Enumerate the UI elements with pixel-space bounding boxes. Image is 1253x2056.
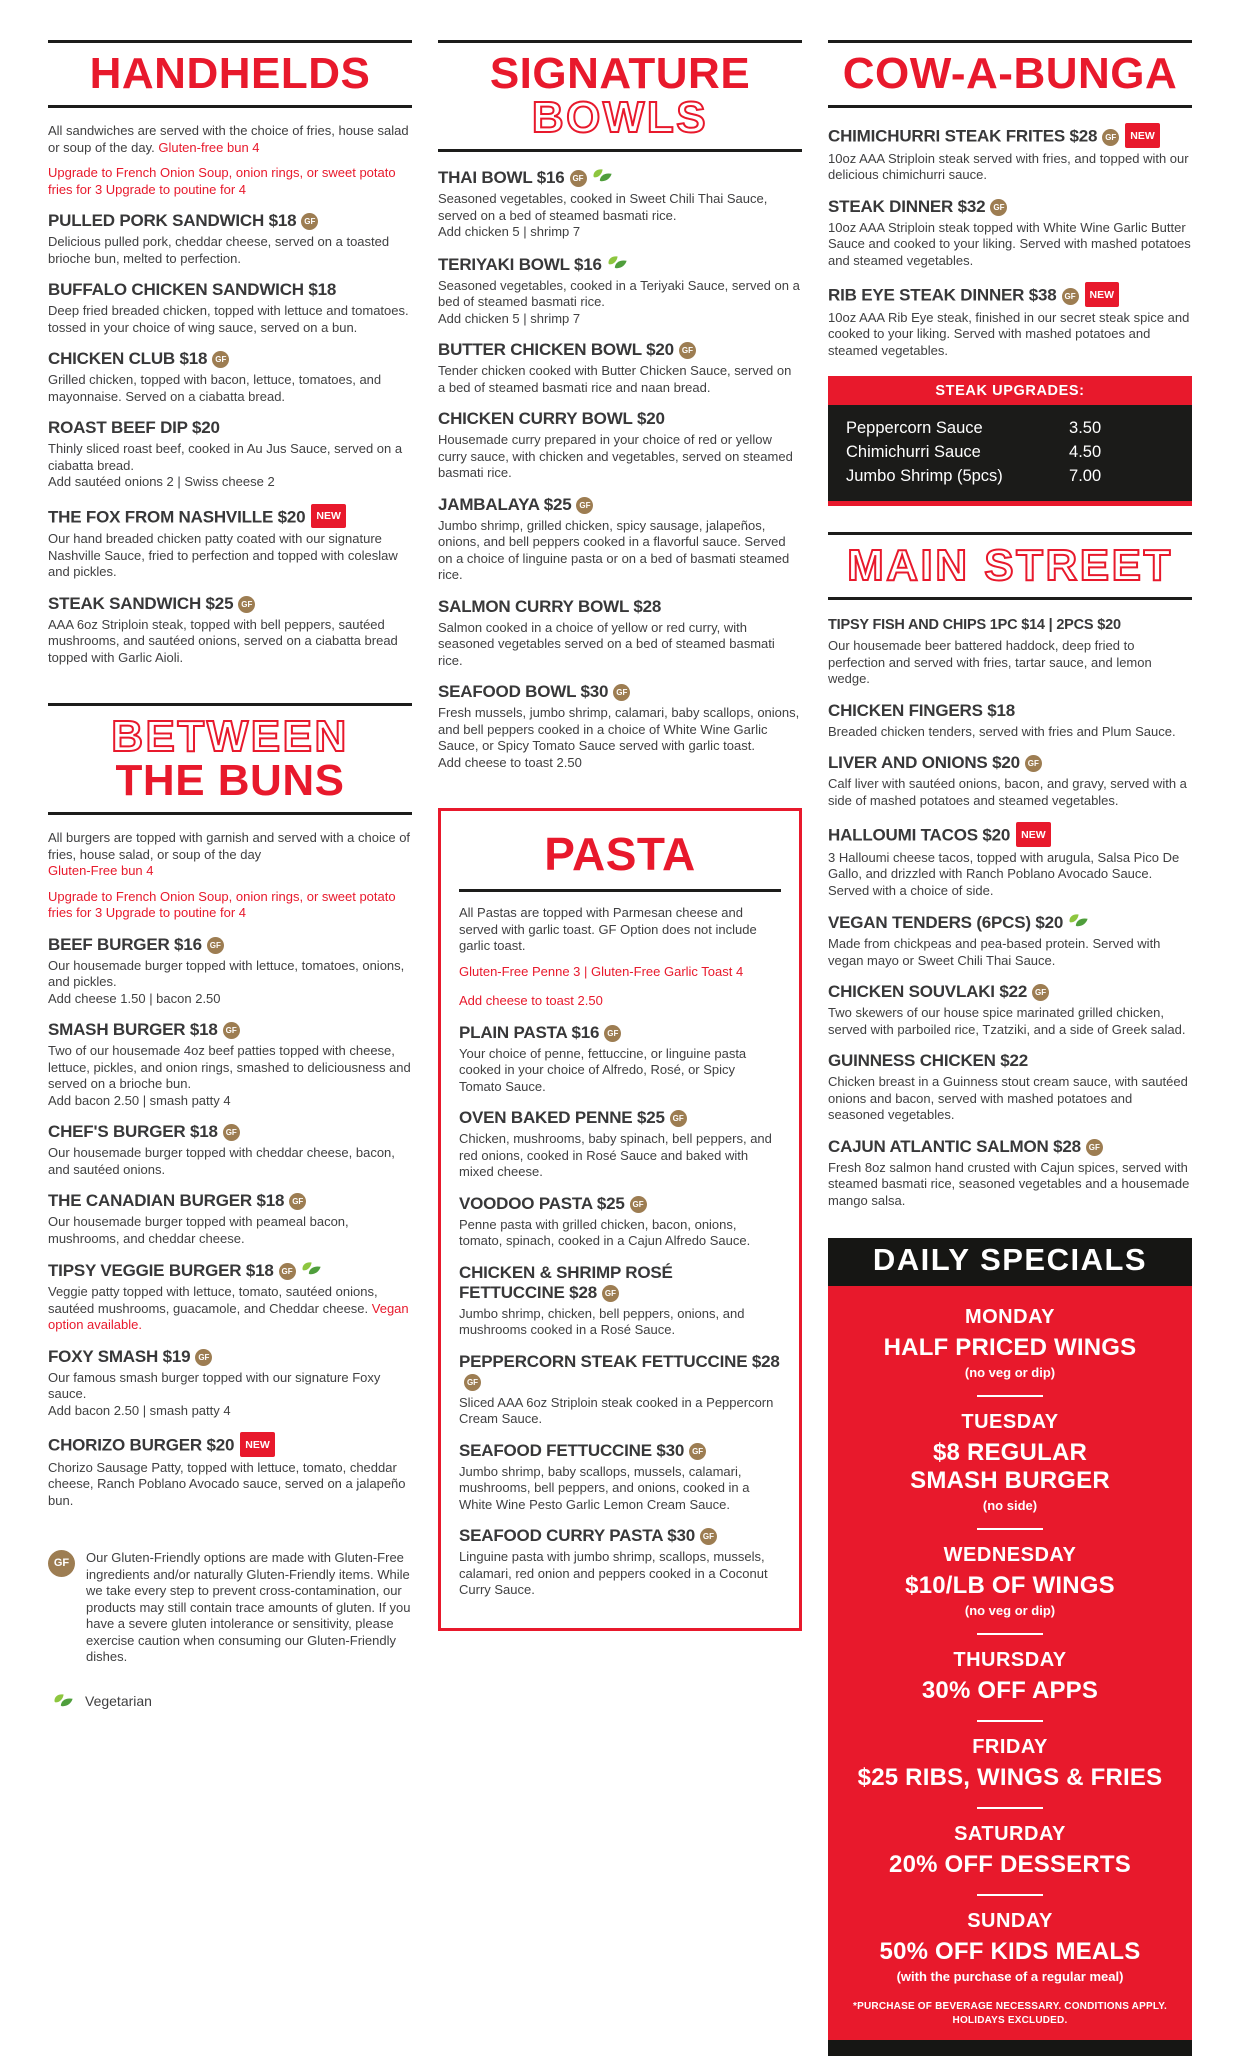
item-name: PLAIN PASTA $16 [459,1022,600,1042]
new-badge: NEW [311,504,346,529]
item-name-row [48,504,412,529]
item-name-row [48,1347,412,1367]
gf-icon: GF [689,1443,706,1460]
gf-icon: GF [223,1124,240,1141]
item-name: VEGAN TENDERS (6PCS) $20 [828,913,1064,932]
gf-icon: GF [1062,288,1079,305]
item-addon: Add sautéed onions 2 | Swiss cheese 2 [48,474,275,489]
special-note: (with the purchase of a regular meal) [896,1969,1124,1984]
item-name-row [459,1108,781,1128]
menu-section [48,40,412,679]
section-intro-text: All burgers are topped with garnish and served with a choice of fries, house salad, or soup of the day [48,830,411,862]
special-day: WEDNESDAY [943,1544,1077,1566]
section-title-line: MAIN STREET [847,541,1173,590]
item-description: Jumbo shrimp, chicken, bell peppers, onions, and mushrooms cooked in a Rosé Sauce. [459,1305,745,1337]
item-name-row [48,1122,412,1142]
item-name-row [438,167,802,188]
menu-item [828,1051,1192,1124]
column-0 [48,40,412,1880]
item-description: Grilled chicken, topped with bacon, lettuce, tomatoes, and mayonnaise. Served on a ciabatta bread. [48,372,382,404]
menu-item [48,280,412,336]
section-title-line: HANDHELDS [89,49,371,98]
item-name: CAJUN ATLANTIC SALMON $28 [828,1136,1081,1156]
item-name: BUTTER CHICKEN BOWL $20 [438,340,674,359]
item-description: Two skewers of our house spice marinated grilled chicken, served with parboiled rice, Tzatziki, and a side of Greek salad. [828,1005,1186,1037]
item-name-row [438,409,802,429]
menu-item [828,822,1192,899]
item-name-row [828,912,1192,933]
item-name: SMASH BURGER $18 [48,1020,218,1039]
menu-item [438,340,802,396]
item-name: ROAST BEEF DIP $20 [48,418,220,437]
item-name: BUFFALO CHICKEN SANDWICH $18 [48,280,337,299]
upgrade-row [846,464,1174,488]
menu-item [48,1347,412,1420]
item-description: Our housemade beer battered haddock, deep fried to perfection and served with fries, tartar sauce, and lemon wedge. [828,638,1152,686]
gf-icon: GF [48,1550,75,1577]
item-name-row [828,701,1192,721]
section-title [48,703,412,815]
item-name-row [828,282,1192,307]
section-title-line: BOWLS [531,93,709,142]
menu-item [828,197,1192,270]
new-badge: NEW [1085,282,1120,307]
item-name: TIPSY VEGGIE BURGER $18 [48,1261,274,1280]
item-name-row [459,1194,781,1214]
item-name-row [828,123,1192,148]
item-addon: Add chicken 5 | shrimp 7 [438,310,581,326]
item-name-row [828,615,1192,635]
steak-upgrades-list [828,405,1192,506]
item-description: Our famous smash burger topped with our signature Foxy sauce. [48,1369,381,1401]
item-name: CHIMICHURRI STEAK FRITES $28 [828,126,1098,146]
gf-icon: GF [576,497,593,514]
item-name-row [828,1137,1192,1157]
menu-section [438,40,802,784]
item-name-row [828,753,1192,773]
special-offer: 50% OFF KIDS MEALS [879,1938,1141,1965]
item-description: Thinly sliced roast beef, cooked in Au Jus Sauce, served on a ciabatta bread. [48,441,403,473]
section-title [438,40,802,152]
item-name-row [828,197,1192,217]
specials-footnote: *PURCHASE OF BEVERAGE NECESSARY. CONDITIONS APPLY. HOLIDAYS EXCLUDED. [853,2001,1167,2026]
upgrade-note: Add cheese to toast 2.50 [459,993,603,1008]
item-description: 10oz AAA Rib Eye steak, finished in our secret steak spice and cooked to your liking. Served with mashed potatoes and steamed vegetables. [828,309,1190,358]
item-name-row [48,935,412,955]
item-description: Seasoned vegetables, cooked in a Teriyaki Sauce, served on a bed of steamed basmati rice. [438,277,800,309]
special-offer: $25 RIBS, WINGS & FRIES [857,1764,1163,1791]
item-name: RIB EYE STEAK DINNER $38 [828,285,1057,305]
special-day: MONDAY [964,1306,1056,1328]
leaf-icon [301,1260,322,1281]
menu-item [438,597,802,670]
item-name-row [48,1432,412,1457]
item-description: Made from chickpeas and pea-based protein. Served with vegan mayo or Sweet Chili Thai Sauce. [828,936,1161,968]
section-intro [48,123,412,156]
menu-item [828,701,1192,741]
menu-item [48,1122,412,1178]
item-name-row [438,597,802,617]
item-name-row [438,340,802,360]
item-description: Delicious pulled pork, cheddar cheese, served on a toasted brioche bun, melted to perfection. [48,234,390,266]
specials-divider [977,1395,1043,1397]
item-name-row [48,280,412,300]
menu-item [459,1441,781,1514]
menu-section [48,703,412,1522]
gluten-friendly-text: Our Gluten-Friendly options are made with Gluten-Free ingredients and/or naturally Gluten-Friendly items. While we take every step to prevent cross-contamination, our products may still contain trace amounts of gluten. If you have a severe gluten intolerance or sensitivity, please exercise caution when consuming our Gluten-Friendly dishes. [86,1550,411,1664]
gluten-friendly-legend [48,1550,412,1666]
steak-upgrades-box [828,376,1192,506]
special-day: THURSDAY [953,1649,1067,1671]
section-title [459,829,781,892]
menu-item [48,418,412,491]
leaf-icon [1068,912,1089,933]
menu-item [828,282,1192,359]
item-name: PEPPERCORN STEAK FETTUCCINE $28 [459,1351,780,1371]
gf-icon: GF [679,342,696,359]
gf-icon: GF [1086,1139,1103,1156]
item-description: Calf liver with sautéed onions, bacon, and gravy, served with a side of mashed potatoes and steamed vegetables. [828,776,1187,808]
item-description: Chicken breast in a Guinness stout cream sauce, with sautéed onions and bacon, served with mashed potatoes and seasoned vegetables. [828,1074,1188,1122]
menu-item [48,935,412,1008]
item-description: Salmon cooked in a choice of yellow or red curry, with seasoned vegetables served on a bed of steamed basmati rice. [438,619,775,668]
upgrade-row [846,440,1174,464]
item-description: Your choice of penne, fettuccine, or linguine pasta cooked in your choice of Alfredo, Rosé, or Spicy Tomato Sauce. [459,1045,747,1094]
section-intro-text: All Pastas are topped with Parmesan cheese and served with garlic toast. GF Option does not include garlic toast. [459,905,757,953]
upgrade-label: Jumbo Shrimp (5pcs) [846,467,1003,485]
menu-item [459,1108,781,1181]
item-description: Fresh 8oz salmon hand crusted with Cajun spices, served with steamed basmati rice, seasoned vegetables and a housemade mango salsa. [828,1159,1190,1208]
menu-item [438,167,802,241]
section-intro [459,905,781,955]
specials-footer-bar [828,2040,1192,2056]
section-title [48,40,412,108]
section-title-line: THE BUNS [115,756,345,805]
item-description: Jumbo shrimp, grilled chicken, spicy sausage, jalapeños, onions, and bell peppers cooked in a flavorful sauce. Served on a choice of linguine pasta or on a bed of basmati steamed rice. [438,517,790,582]
menu-item [48,1260,412,1334]
item-name: OVEN BAKED PENNE $25 [459,1108,665,1127]
menu-item [48,1020,412,1109]
menu-item [828,615,1192,688]
item-name: SEAFOOD FETTUCCINE $30 [459,1440,685,1460]
item-name-row [459,1023,781,1043]
item-name: BEEF BURGER $16 [48,934,202,954]
item-description: Jumbo shrimp, baby scallops, mussels, calamari, mushrooms, bell peppers, and onions, cooked in a White Wine Pesto Garlic Lemon Cream Sauce. [459,1463,750,1512]
special-note: (no veg or dip) [964,1365,1056,1380]
column-2 [828,40,1192,2026]
menu-item [48,211,412,267]
gf-icon: GF [700,1528,717,1545]
item-description: 10oz AAA Striploin steak served with fries, and topped with our delicious chimichurri sauce. [828,150,1189,182]
menu-item [459,1263,781,1339]
item-name-row [459,1352,781,1392]
gf-icon: GF [990,199,1007,216]
menu-item [438,682,802,771]
item-description: Sliced AAA 6oz Striploin steak cooked in a Peppercorn Cream Sauce. [459,1394,774,1426]
gf-icon: GF [464,1374,481,1391]
menu-item [828,753,1192,809]
item-description: Chicken, mushrooms, baby spinach, bell peppers, and red onions, cooked in Rosé Sauce and baked with mixed cheese. [459,1131,772,1179]
item-description: Chorizo Sausage Patty, topped with lettuce, tomato, cheddar cheese, Ranch Poblano Avocado sauce, served on a jalapeño bun. [48,1459,406,1508]
gf-icon: GF [238,596,255,613]
item-name: CHICKEN CURRY BOWL $20 [438,409,665,428]
item-description: Seasoned vegetables, cooked in Sweet Chili Thai Sauce, served on a bed of steamed basmati rice. [438,191,768,223]
menu-item [828,912,1192,969]
gf-icon: GF [630,1196,647,1213]
item-name-row [438,254,802,275]
item-name: CHICKEN SOUVLAKI $22 [828,982,1028,1001]
special-day: TUESDAY [961,1411,1059,1433]
menu-item [459,1023,781,1096]
item-name: THAI BOWL $16 [438,168,565,187]
new-badge: NEW [1016,822,1051,847]
daily-specials [828,1238,1192,2056]
item-name-row [48,1191,412,1211]
item-description: AAA 6oz Striploin steak, topped with bell peppers, sautéed mushrooms, and sautéed onions, served on a ciabatta bread topped with Garlic Aioli. [48,616,398,665]
gf-icon: GF [301,213,318,230]
item-description: Deep fried breaded chicken, topped with lettuce and tomatoes. tossed in your choice of wing sauce, served on a bun. [48,303,409,335]
special-day: SATURDAY [954,1823,1066,1845]
item-name: SEAFOOD BOWL $30 [438,682,609,701]
item-addon: Add bacon 2.50 | smash patty 4 [48,1092,231,1108]
item-name: STEAK DINNER $32 [828,196,986,216]
item-name-row [48,418,412,438]
special-offer: 30% OFF APPS [921,1677,1099,1704]
upgrade-price: 4.50 [1069,443,1102,461]
item-name: THE FOX FROM NASHVILLE $20 [48,507,306,526]
item-name: SALMON CURRY BOWL $28 [438,596,662,616]
item-description: Penne pasta with grilled chicken, bacon, onions, tomato, spinach, cooked in a Cajun Alfredo Sauce. [459,1216,751,1248]
specials-divider [977,1894,1043,1896]
item-description: Our hand breaded chicken patty coated with our signature Nashville Sauce, fried to perfection and topped with coleslaw and pickles. [48,531,398,579]
daily-specials-body [828,1286,1192,2040]
item-addon: Add bacon 2.50 | smash patty 4 [48,1402,231,1418]
vegetarian-legend [48,1692,412,1711]
section-title [828,532,1192,600]
menu-item [828,123,1192,184]
special-offer: $8 REGULAR [932,1439,1088,1466]
new-badge: NEW [240,1432,275,1457]
item-description: Housemade curry prepared in your choice of red or yellow curry sauce, with chicken and vegetables, served on steamed basmati rice. [438,432,793,480]
item-name-row [828,822,1192,847]
item-name-row [459,1263,781,1303]
section-title-line: BETWEEN [111,712,349,761]
item-addon: Vegan option available. [48,1300,409,1332]
item-name: JAMBALAYA $25 [438,494,572,514]
menu-section [438,808,802,1631]
item-name: FOXY SMASH $19 [48,1346,191,1366]
leaf-icon [53,1692,74,1711]
item-name: THE CANADIAN BURGER $18 [48,1191,285,1210]
special-day: FRIDAY [972,1736,1048,1758]
item-addon: Add cheese 1.50 | bacon 2.50 [48,990,221,1006]
upgrade-label: Peppercorn Sauce [846,419,983,437]
item-name: LIVER AND ONIONS $20 [828,753,1020,772]
item-name-row [48,1260,412,1281]
section-title [828,40,1192,108]
item-description: Veggie patty topped with lettuce, tomato, sautéed onions, sautéed mushrooms, guacamole, and Cheddar cheese. [48,1284,378,1316]
item-name: TIPSY FISH AND CHIPS 1PC $14 | 2PCS $20 [828,617,1121,633]
item-description: 3 Halloumi cheese tacos, topped with arugula, Salsa Pico De Gallo, and drizzled with Ranch Poblano Avocado Sauce. Served with a choice of side. [828,849,1180,898]
specials-divider [977,1633,1043,1635]
item-description: Two of our housemade 4oz beef patties topped with cheese, lettuce, pickles, and onion rings, smashed to deliciousness and served on a brioche bun. [48,1043,411,1091]
item-description: Our housemade burger topped with lettuce, tomatoes, onions, and pickles. [48,957,405,989]
section-intro-text: All sandwiches are served with the choice of fries, house salad or soup of the day. [48,123,409,155]
menu-item [48,594,412,667]
gf-icon: GF [602,1285,619,1302]
steak-upgrades-heading: STEAK UPGRADES: [828,376,1192,405]
gluten-free-note: Gluten-free bun 4 [158,139,260,155]
menu-item [48,504,412,581]
upgrade-price: 7.00 [1069,467,1102,485]
menu-item [48,1432,412,1509]
vegetarian-label: Vegetarian [85,1693,152,1709]
special-offer: SMASH BURGER [910,1467,1110,1494]
upgrade-note: Upgrade to French Onion Soup, onion rings, or sweet potato fries for 3 Upgrade to poutine for 4 [48,165,396,197]
item-name: TERIYAKI BOWL $16 [438,254,602,274]
special-offer: $10/LB OF WINGS [905,1572,1115,1599]
gf-icon: GF [223,1022,240,1039]
menu-item [459,1352,781,1428]
gf-icon: GF [613,684,630,701]
item-description: Linguine pasta with jumbo shrimp, scallops, mussels, calamari, red onion and peppers cooked in a Coconut Curry Sauce. [459,1549,768,1597]
item-name: CHORIZO BURGER $20 [48,1435,235,1455]
menu-section [828,40,1192,372]
item-name-row [48,349,412,369]
item-name-row [459,1526,781,1546]
item-name: SEAFOOD CURRY PASTA $30 [459,1526,695,1545]
section-title-line: PASTA [544,828,696,880]
new-badge: NEW [1125,123,1160,148]
menu-item [828,1137,1192,1210]
item-addon: Add cheese to toast 2.50 [438,754,582,770]
menu-item [48,349,412,405]
leaf-icon [607,254,628,275]
menu-item [459,1194,781,1250]
item-name: STEAK SANDWICH $25 [48,593,234,613]
item-name-row [828,982,1192,1002]
specials-divider [977,1720,1043,1722]
gf-icon: GF [212,351,229,368]
item-name-row [48,211,412,231]
item-name: CHEF'S BURGER $18 [48,1122,218,1141]
gf-icon: GF [604,1025,621,1042]
gf-icon: GF [279,1263,296,1280]
leaf-icon [592,167,613,188]
upgrade-row [846,416,1174,440]
gluten-free-note: Gluten-Free bun 4 [48,863,154,878]
item-name-row [48,594,412,614]
special-note: (no side) [982,1498,1038,1513]
menu-item [459,1526,781,1599]
item-name: GUINNESS CHICKEN $22 [828,1051,1029,1070]
item-name: PULLED PORK SANDWICH $18 [48,211,297,230]
section-title-line: SIGNATURE [489,49,751,98]
special-day: SUNDAY [967,1910,1053,1932]
special-offer: 20% OFF DESSERTS [889,1851,1131,1878]
gf-icon: GF [570,170,587,187]
menu-item [828,982,1192,1038]
item-addon: Add chicken 5 | shrimp 7 [438,224,581,239]
daily-specials-heading: DAILY SPECIALS [828,1238,1192,1286]
specials-divider [977,1807,1043,1809]
gf-icon: GF [195,1349,212,1366]
menu-section [828,532,1192,1222]
item-description: 10oz AAA Striploin steak topped with White Wine Garlic Butter Sauce and cooked to your liking. Served with mashed potatoes and steamed vegetables. [828,219,1191,268]
gf-icon: GF [670,1110,687,1127]
item-name-row [438,682,802,702]
column-1 [438,40,802,1880]
specials-divider [977,1528,1043,1530]
upgrade-note: Upgrade to French Onion Soup, onion rings, or sweet potato fries for 3 Upgrade to poutine for 4 [48,888,396,920]
item-name: VOODOO PASTA $25 [459,1193,625,1213]
item-description: Fresh mussels, jumbo shrimp, calamari, baby scallops, onions, and bell peppers cooked in a choice of White Wine Garlic Sauce, or Spicy Tomato Sauce served with garlic toast. [438,705,800,753]
menu-item [48,1191,412,1247]
gf-icon: GF [289,1193,306,1210]
special-offer: HALF PRICED WINGS [883,1334,1137,1361]
gf-icon: GF [207,937,224,954]
upgrade-note: Gluten-Free Penne 3 | Gluten-Free Garlic Toast 4 [459,963,744,979]
item-name: CHICKEN FINGERS $18 [828,700,1016,720]
item-description: Our housemade burger topped with cheddar cheese, bacon, and sautéed onions. [48,1145,395,1177]
gf-icon: GF [1102,129,1119,146]
upgrade-label: Chimichurri Sauce [846,443,981,461]
item-name-row [459,1441,781,1461]
item-name: CHICKEN & SHRIMP ROSÉ FETTUCCINE $28 [459,1262,673,1302]
menu-item [438,409,802,482]
item-description: Our housemade burger topped with peameal bacon, mushrooms, and cheddar cheese. [48,1214,349,1246]
section-intro [48,830,412,880]
gf-icon: GF [1025,755,1042,772]
item-name-row [828,1051,1192,1071]
menu-item [438,254,802,328]
upgrade-price: 3.50 [1069,419,1102,437]
item-name: HALLOUMI TACOS $20 [828,825,1011,845]
item-name: CHICKEN CLUB $18 [48,349,208,368]
item-name-row [438,495,802,515]
item-name-row [48,1020,412,1040]
gf-icon: GF [1032,984,1049,1001]
section-title-line: COW-A-BUNGA [842,49,1178,98]
item-description: Breaded chicken tenders, served with fries and Plum Sauce. [828,723,1176,739]
item-description: Tender chicken cooked with Butter Chicken Sauce, served on a bed of steamed basmati rice and naan bread. [438,363,792,395]
menu-item [438,495,802,584]
special-note: (no veg or dip) [964,1603,1056,1618]
